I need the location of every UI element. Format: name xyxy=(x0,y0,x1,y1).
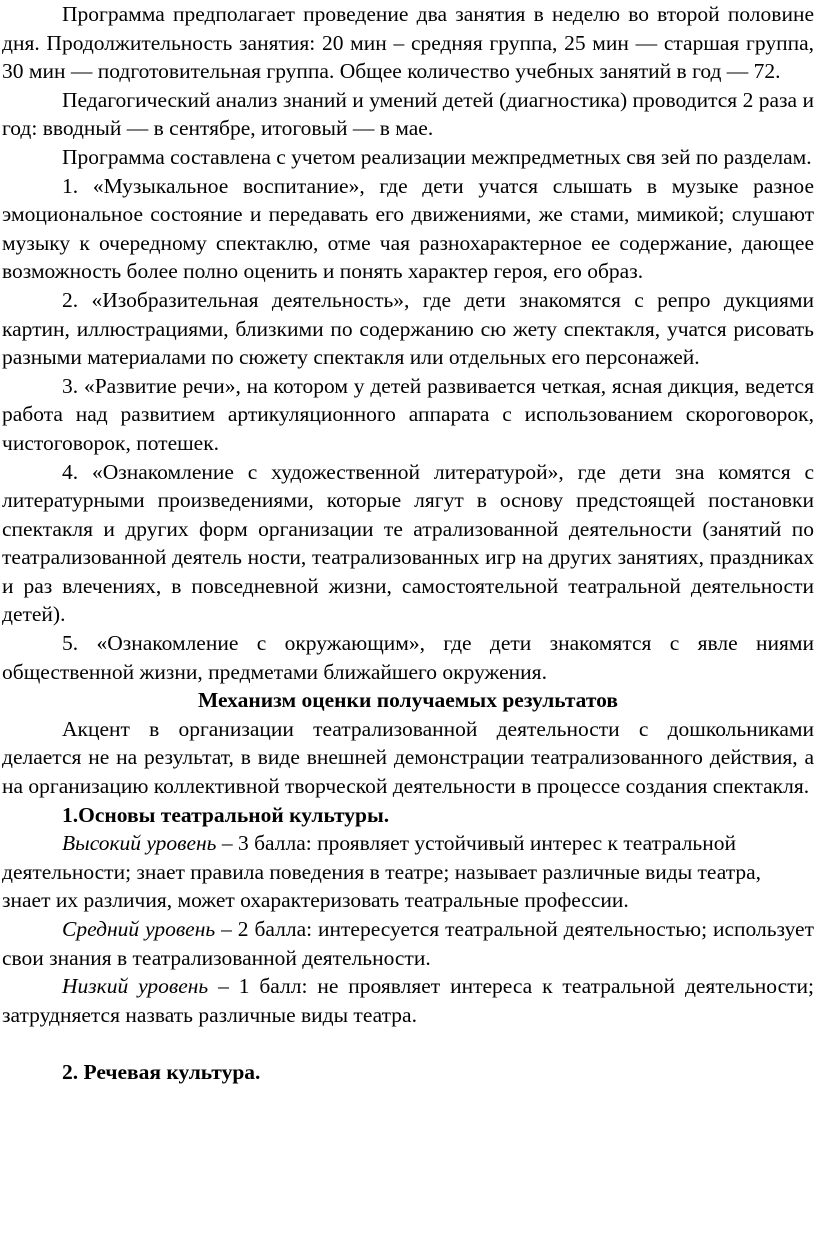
section-heading-mechanism: Механизм оценки получаемых результатов xyxy=(198,688,618,713)
paragraph-diagnostics: Педагогический анализ знаний и умений детей (диагностика) проводится 2 раза и год: вводный — в сентябре, итоговый — в мае. xyxy=(2,87,814,141)
paragraph-speech: 3. «Развитие речи», на котором у детей развивается четкая, ясная дикция, ведется работа над развитием артикуляционного аппарата с использованием скороговорок, чистоговорок, потешек. xyxy=(2,373,814,455)
paragraph-art: 2. «Изобразительная деятельность», где дети знакомятся с репро дукциями картин, иллюстрациями, близкими по содержанию сю жету спектакля, учатся рисовать разными материалами по сюжету спектакля или отдельных его персонажей. xyxy=(2,287,814,370)
blank-line xyxy=(2,1029,814,1058)
paragraph-intersubject: Программа составлена с учетом реализации межпредметных свя зей по разделам. xyxy=(62,144,812,169)
paragraph-music: 1. «Музыкальное воспитание», где дети учатся слышать в музыке разное эмоциональное состояние и передавать его движениями, же стами, мимикой; слушают музыку к очередному спектаклю, отме чая разнохарактерное ее содержание, дающее возможность более полно оценить и понять характер героя, его образ. xyxy=(2,173,814,284)
paragraph-high-level xyxy=(2,829,814,915)
paragraph-schedule: Программа предполагает проведение два занятия в неделю во второй половине дня. Продолжительность занятия: 20 мин – средняя группа, 25 мин — старшая группа, 30 мин — подготовительная группа. Общее количество учебных занятий в год — 72. xyxy=(2,2,814,84)
paragraph-low-level xyxy=(2,972,814,1029)
subheading-theatre-culture: 1.Основы театральной культуры. xyxy=(62,802,390,827)
paragraph-literature: 4. «Ознакомление с художественной литературой», где дети зна комятся с литературными произведениями, которые лягут в основу предстоящей постановки спектакля и других форм организации те атрализованной деятельности (занятий по театрализованной деятель ности, театрализованных игр на других занятиях, праздниках и раз влечениях, в повседневной жизни, самостоятельной театральной деятельности детей). xyxy=(2,459,814,627)
level-label-high: Высокий уровень xyxy=(62,831,217,856)
level-text-medium: – 2 балла: интересуется театральной деятельностью; использует свои знания в театрализованной деятельности. xyxy=(2,917,814,970)
level-label-low: Низкий уровень xyxy=(62,974,209,999)
subheading-speech-culture: 2. Речевая культура. xyxy=(62,1059,261,1084)
level-text-low: – 1 балл: не проявляет интереса к театральной деятельности; затрудняется назвать различные виды театра. xyxy=(2,974,814,1027)
document-page xyxy=(2,0,814,1087)
paragraph-environment: 5. «Ознакомление с окружающим», где дети знакомятся с явле ниями общественной жизни, предметами ближайшего окружения. xyxy=(2,631,814,684)
paragraph-medium-level xyxy=(2,915,814,972)
paragraph-accent: Акцент в организации театрализованной деятельности с дошкольниками делается не на результат, в виде внешней демонстрации театрализованного действия, а на организацию коллективной творческой деятельности в процессе создания спектакля. xyxy=(2,716,814,799)
level-text-high: – 3 балла: проявляет устойчивый интерес к театральной деятельности; знает правила поведения в театре; называет различные виды театра, знает их различия, может охарактеризовать театральные профессии. xyxy=(2,831,762,913)
level-label-medium: Средний уровень xyxy=(62,917,216,941)
